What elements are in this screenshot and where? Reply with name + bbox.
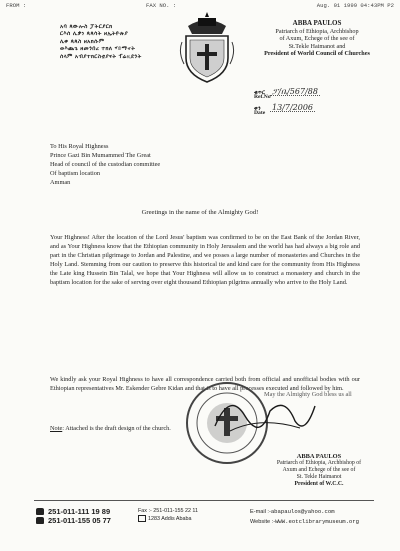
amharic-line: ርእሰ ሊቃነ ጳጳሳት ዘኢትዮጵያ <box>60 31 129 38</box>
date-label-amharic: ቀን <box>254 106 261 112</box>
fax-datetime: Aug. 01 1999 04:43PM P2 <box>316 2 394 9</box>
signature-block <box>264 453 374 488</box>
addressee-line: Of baptism location <box>50 170 101 177</box>
fax-transmission-header <box>6 2 394 12</box>
addressee-line: Prince Gazi Bin Mumammed The Great <box>50 152 151 159</box>
amharic-line: ወእጨጌ ዘመንበረ ተክለ ሃይማኖት <box>60 46 136 53</box>
letterhead-line: of Axum, Echege of the see of <box>279 35 355 43</box>
date-label: Date <box>254 110 266 117</box>
greeting: Greetings in the name of the Almighty God! <box>141 209 259 216</box>
amharic-line: ሊቀ ጳጳስ ዘአክሱም <box>60 38 105 45</box>
letterhead-line: President of World Council of Churches <box>264 50 370 58</box>
ref-label: Ref.No <box>254 94 271 100</box>
addressee-line: Head of council of the custodian committee <box>50 161 161 168</box>
addressee-line: Amman <box>50 179 71 186</box>
fax-number: FAX NO. : <box>146 2 177 9</box>
signatory-line: President of W.C.C. <box>294 481 344 487</box>
signatory-line: St. Tekle Haimanot <box>296 474 342 480</box>
ref-value: ፓ/ቤ/567/88 <box>272 86 318 96</box>
patriarchate-crest-emblem <box>178 12 236 84</box>
letterhead-title: ABBA PAULOS <box>292 19 342 27</box>
website-value: WWW.eotclibrarymuseum.org <box>275 518 359 525</box>
ref-label-amharic: ቁጥር <box>254 89 266 96</box>
attachment-note <box>50 425 171 432</box>
footer-phones <box>36 507 111 525</box>
telephone-icon <box>36 517 44 524</box>
mailbox-icon <box>138 515 146 522</box>
note-text: : Attached is the draft design of the church. <box>62 425 171 432</box>
closing-blessing: May the Almighty God bless us all <box>264 391 352 398</box>
email-label: E-mail :- <box>250 509 271 515</box>
fax-number-footer: Fax :- 251-011-155 22 11 <box>138 508 199 514</box>
note-label: Note <box>50 425 63 432</box>
addressee-line: To His Royal Highness <box>50 143 109 150</box>
signatory-name: ABBA PAULOS <box>296 453 342 460</box>
letterhead-line: Patriarch of Ethiopia, Archbishop <box>275 27 359 35</box>
amharic-line: ሰላም አብያተክርስቲያናት ፕሬዚደንት <box>60 53 142 60</box>
letterhead-amharic <box>60 24 180 61</box>
phone-1: 251-011-111 19 89 <box>48 507 111 516</box>
reference-block <box>254 84 394 117</box>
footer-fax-pobox <box>138 507 198 523</box>
po-box: 1283 Addis Ababa <box>148 516 192 522</box>
fax-from: FROM : <box>6 2 27 9</box>
website-label: Website :- <box>250 519 276 525</box>
footer-contact <box>250 507 359 527</box>
amharic-line: አባ ጳውሎስ ፓትርያርክ <box>60 24 113 30</box>
letterhead-line: St.Tekle Haimanot and <box>288 42 346 50</box>
signatory-line: Axum and Echege of the see of <box>282 467 356 473</box>
date-value: 13/7/2006 <box>272 103 314 112</box>
email-value: abapaulos@yahoo.com <box>270 508 335 515</box>
footer-divider <box>34 500 374 501</box>
phone-2: 251-011-155 05 77 <box>48 516 111 525</box>
letterhead-english <box>237 20 397 58</box>
signatory-line: Patriarch of Ethiopia, Archbishop of <box>276 460 362 466</box>
addressee-block <box>50 142 160 187</box>
body-paragraph-1: Your Highness! After the location of the Lord Jesus' baptism was confirmed to be on the East Bank of the Jordan River, and as Your Highness know that the Ethiopian community in Holy Jerusalem and the world has had always a big role and part in the Christian pilgrimage to Jordan and Palestine, and we posses a large number of monasteries and Churches in the Holy Land. Stemming from our caution to preserve this historical tie and kind care for the community from His Highness the Late king Hussein Bin Talal, we hope that Your Highness will allow us to construct a monastery and church in the baptism location for the sake of serving over eight thousand Ethiopian pilgrims annually who arrive to the Holy Land. <box>50 234 360 287</box>
body-paragraph-2: We kindly ask your Royal Highness to have all correspondence carried both from official and unofficial bodies with our Ethiopian representatives Mr. Eskender Gebre Kidan and that is to have all processes executed and followed by him. <box>50 376 360 393</box>
telephone-icon <box>36 508 44 515</box>
